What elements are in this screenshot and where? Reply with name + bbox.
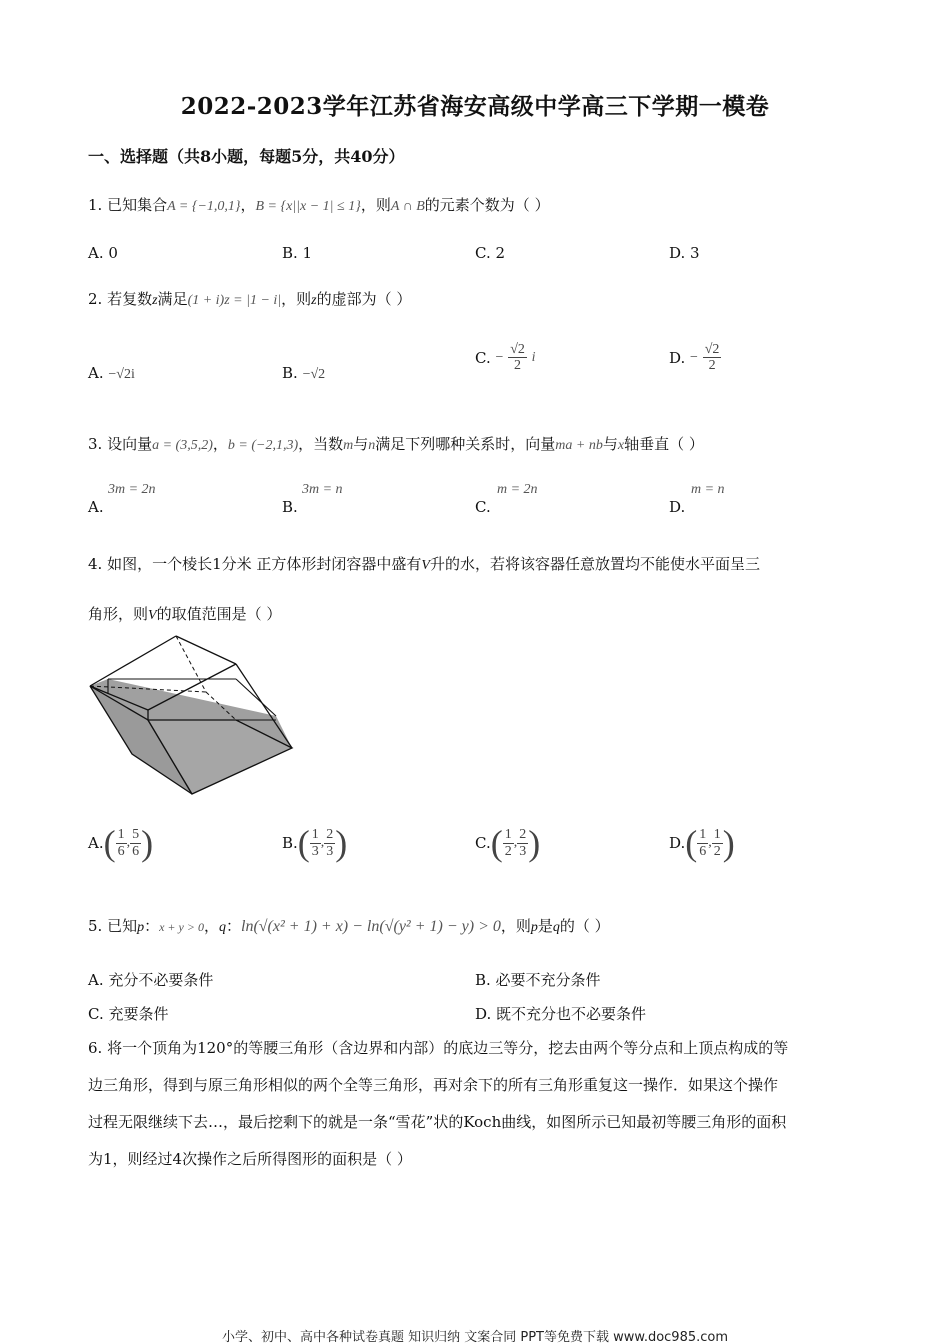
q3-x: x bbox=[617, 438, 625, 453]
q4-c-n1: 1 bbox=[504, 827, 512, 843]
q5-colon-2: ： bbox=[225, 917, 241, 935]
q1-prefix: 1. 已知集合 bbox=[88, 196, 168, 214]
q4-c-d2: 3 bbox=[519, 843, 527, 859]
q4-b-lparen: ( bbox=[297, 823, 310, 863]
q1-mid: ，则 bbox=[360, 196, 391, 214]
q2-option-d-minus: − bbox=[690, 349, 698, 365]
q1-set-b: B = {x||x − 1| ≤ 1} bbox=[255, 199, 361, 214]
q4-line2a: 角形，则 bbox=[88, 605, 149, 623]
q4-d-lparen: ( bbox=[685, 823, 698, 863]
q4-a-frac2 bbox=[130, 827, 141, 859]
q4-option-a: A.( $\frac{1}{6}$ , $\frac{5}{6}$ ) bbox=[88, 823, 154, 863]
q2-option-a bbox=[88, 364, 135, 383]
q3-option-b-value: 3m = n bbox=[302, 482, 343, 497]
q4-option-d: D.( $\frac{1}{6}$ , $\frac{1}{2}$ ) bbox=[669, 823, 735, 863]
q4-line2b: 的取值范围是（ ） bbox=[156, 605, 282, 623]
q5-p: p bbox=[137, 920, 145, 935]
q1-intersection: A ∩ B bbox=[390, 199, 425, 214]
q3-label-b: B. bbox=[282, 498, 298, 516]
q5-option-b: B. 必要不充分条件 bbox=[475, 971, 601, 989]
q1-option-d: D. 3 bbox=[669, 244, 700, 262]
q4-d-rparen: ) bbox=[722, 823, 735, 863]
q3-mid1: ，当数 bbox=[298, 435, 344, 453]
q3-suffix: 轴垂直（ ） bbox=[624, 435, 704, 453]
q1-set-a: A = {−1,0,1} bbox=[167, 199, 241, 214]
q5-q-2: q bbox=[552, 920, 560, 935]
q4-a-d2: 6 bbox=[132, 843, 140, 859]
q4-b-frac2 bbox=[324, 827, 335, 859]
q5-q: q bbox=[218, 920, 226, 935]
q4-b-n1: 1 bbox=[311, 827, 319, 843]
q4-a-d1: 6 bbox=[117, 843, 125, 859]
q3-label-d: D. bbox=[669, 498, 686, 516]
q4-label-c: C. bbox=[475, 834, 491, 852]
q1-option-c: C. 2 bbox=[475, 244, 506, 262]
q2-equation: (1 + i)z = |1 − i| bbox=[187, 293, 282, 308]
q1-comma: ， bbox=[240, 196, 256, 214]
question-6-line-2: 边三角形，得到与原三角形相似的两个全等三角形，再对余下的所有三角形重复这一操作．如果这个操作 bbox=[88, 1076, 779, 1094]
question-6-line-3: 过程无限继续下去…，最后挖剩下的就是一条“雪花”状的Koch曲线，如图所示已知最初等腰三角形的面积 bbox=[88, 1113, 787, 1131]
q4-c-frac1 bbox=[503, 827, 514, 859]
q3-label-a: A. bbox=[88, 498, 104, 516]
q4-c-d1: 2 bbox=[504, 843, 512, 859]
q3-option-a bbox=[88, 482, 156, 516]
q3-mid3: 满足下列哪种关系时，向量 bbox=[375, 435, 556, 453]
q5-mid: ，则 bbox=[500, 917, 531, 935]
q4-v-2: V bbox=[148, 608, 157, 623]
q2-option-b-value: −√2 bbox=[302, 367, 326, 382]
question-4-line-1 bbox=[88, 555, 760, 575]
q3-option-b bbox=[282, 482, 343, 516]
q4-b-n2: 2 bbox=[326, 827, 334, 843]
exam-title: 2022-2023学年江苏省海安高级中学高三下学期一模卷 bbox=[180, 93, 770, 120]
question-4-line-2 bbox=[88, 605, 281, 625]
q2-option-c-fraction bbox=[508, 342, 527, 374]
q1-option-b: B. 1 bbox=[282, 244, 313, 262]
q3-mid2: 与 bbox=[353, 435, 369, 453]
q3-option-d bbox=[669, 482, 725, 516]
q2-option-d-den: 2 bbox=[708, 358, 716, 374]
q2-option-c-den: 2 bbox=[514, 358, 522, 374]
q5-option-d: D. 既不充分也不必要条件 bbox=[475, 1005, 647, 1023]
q5-p-2: p bbox=[530, 920, 538, 935]
q3-n: n bbox=[368, 438, 376, 453]
q4-b-d1: 3 bbox=[311, 843, 319, 859]
q2-option-c-num: √2 bbox=[510, 342, 525, 357]
q2-mid1: 满足 bbox=[157, 290, 188, 308]
q3-option-a-value: 3m = 2n bbox=[108, 482, 156, 497]
q4-d-n2: 1 bbox=[713, 827, 721, 843]
section-heading: 一、选择题（共8小题，每题5分，共40分） bbox=[88, 147, 405, 166]
q4-line1b: 升的水，若将该容器任意放置均不能使水平面呈三 bbox=[429, 555, 760, 573]
q5-prefix: 5. 已知 bbox=[88, 917, 138, 935]
q2-option-b bbox=[282, 364, 325, 383]
q1-suffix: 的元素个数为（ ） bbox=[424, 196, 550, 214]
cube-edge-top-back bbox=[176, 636, 236, 664]
q4-a-rparen: ) bbox=[141, 823, 154, 863]
q5-option-c: C. 充要条件 bbox=[88, 1005, 169, 1023]
q2-option-a-value: −√2i bbox=[108, 367, 135, 382]
page-footer: 小学、初中、高中各种试卷真题 知识归纳 文案合同 PPT等免费下载 www.doc985.com bbox=[221, 1330, 729, 1344]
q2-label-a: A. bbox=[88, 364, 104, 382]
q5-q-expression: ln(√(x² + 1) + x) − ln(√(y² + 1) − y) > 0 bbox=[241, 918, 501, 935]
q5-comma: ， bbox=[203, 917, 219, 935]
q2-label-c: C. bbox=[475, 348, 491, 367]
q3-vec-sum: ma + nb bbox=[555, 438, 603, 453]
q4-option-b: B.( $\frac{1}{3}$ , $\frac{2}{3}$ ) bbox=[282, 823, 348, 863]
q2-option-c bbox=[475, 342, 536, 374]
q2-mid2: ，则 bbox=[281, 290, 312, 308]
q1-option-a: A. 0 bbox=[88, 244, 118, 262]
q4-label-d: D. bbox=[669, 834, 686, 852]
q2-label-d: D. bbox=[669, 348, 686, 367]
q3-label-c: C. bbox=[475, 498, 491, 516]
q3-option-c bbox=[475, 482, 538, 516]
q4-d-d2: 2 bbox=[713, 843, 721, 859]
q5-mid2: 是 bbox=[537, 917, 553, 935]
q2-z-2: z bbox=[311, 293, 317, 308]
q5-p-expression: x + y > 0 bbox=[159, 920, 204, 934]
q4-b-rparen: ) bbox=[335, 823, 348, 863]
q4-d-frac2 bbox=[712, 827, 723, 859]
q4-b-d2: 3 bbox=[326, 843, 334, 859]
q2-option-d-num: √2 bbox=[704, 342, 720, 357]
q4-c-lparen: ( bbox=[490, 823, 503, 863]
q5-colon: ： bbox=[144, 917, 160, 935]
q2-option-d-fraction bbox=[703, 342, 722, 374]
q5-option-a: A. 充分不必要条件 bbox=[88, 971, 214, 989]
q2-label-b: B. bbox=[282, 364, 298, 382]
q4-d-d1: 6 bbox=[699, 843, 707, 859]
q4-b-frac1 bbox=[310, 827, 321, 859]
question-3 bbox=[88, 435, 704, 455]
q4-label-b: B. bbox=[282, 834, 298, 852]
question-6-line-1: 6. 将一个顶角为120°的等腰三角形（含边界和内部）的底边三等分，挖去由两个等分点和上顶点构成的等 bbox=[88, 1039, 789, 1057]
q3-vector-b: b = (−2,1,3) bbox=[227, 438, 299, 453]
q4-c-rparen: ) bbox=[528, 823, 541, 863]
q4-v: V bbox=[421, 558, 430, 573]
q5-suffix: 的（ ） bbox=[559, 917, 610, 935]
q3-vector-a: a = (3,5,2) bbox=[152, 438, 213, 453]
q4-c-frac2 bbox=[517, 827, 528, 859]
q3-mid4: 与 bbox=[602, 435, 618, 453]
q3-comma: ， bbox=[212, 435, 228, 453]
q4-a-n1: 1 bbox=[117, 827, 125, 843]
q4-a-n2: 5 bbox=[132, 827, 140, 843]
q4-d-frac1 bbox=[697, 827, 708, 859]
question-2 bbox=[88, 290, 411, 310]
q2-option-c-i: i bbox=[531, 349, 536, 365]
q2-option-d bbox=[669, 342, 721, 374]
q4-option-c: C.( $\frac{1}{2}$ , $\frac{2}{3}$ ) bbox=[475, 823, 541, 863]
q2-option-c-minus: − bbox=[495, 349, 504, 365]
q4-a-lparen: ( bbox=[103, 823, 116, 863]
q3-prefix: 3. 设向量 bbox=[88, 435, 153, 453]
q2-suffix: 的虚部为（ ） bbox=[316, 290, 412, 308]
question-6-line-4: 为1，则经过4次操作之后所得图形的面积是（ ） bbox=[88, 1150, 412, 1168]
cube-water-figure bbox=[86, 632, 296, 802]
q2-prefix: 2. 若复数 bbox=[88, 290, 153, 308]
q4-d-n1: 1 bbox=[699, 827, 707, 843]
q4-a-frac1 bbox=[116, 827, 127, 859]
q3-option-c-value: m = 2n bbox=[497, 482, 538, 497]
q4-line1: 4. 如图，一个棱长1分米 正方体形封闭容器中盛有 bbox=[88, 555, 422, 573]
q4-c-n2: 2 bbox=[519, 827, 527, 843]
question-5 bbox=[88, 917, 610, 937]
q4-label-a: A. bbox=[88, 834, 104, 852]
hidden-edge-1 bbox=[176, 636, 206, 692]
q2-z: z bbox=[152, 293, 158, 308]
q3-m: m bbox=[343, 438, 354, 453]
q3-option-d-value: m = n bbox=[691, 482, 725, 497]
question-1 bbox=[88, 196, 550, 216]
